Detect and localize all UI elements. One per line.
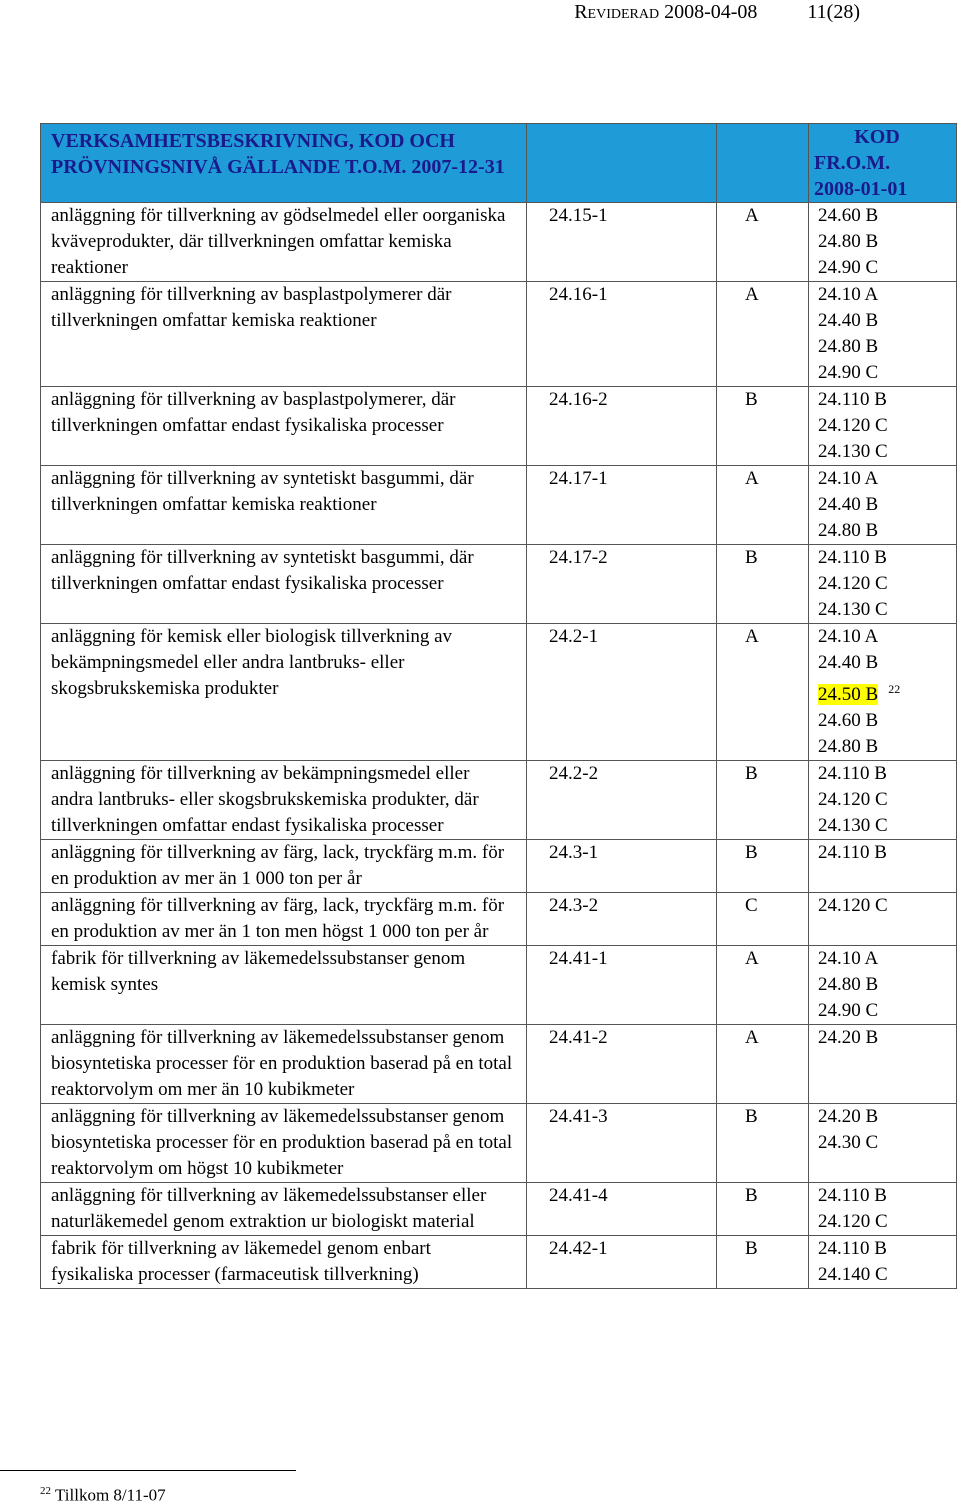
header-description: VERKSAMHETSBESKRIVNING, KOD OCH PRÖVNINGSNIVÅ GÄLLANDE T.O.M. 2007-12-31	[41, 124, 527, 203]
new-code-text: 24.60 B	[818, 710, 879, 732]
old-code: 24.17-1	[527, 466, 717, 545]
activity-description: anläggning för tillverkning av läkemedelssubstanser genom biosyntetiska processer för en produktion baserad på en total reaktorvolym om mer än 10 kubikmeter	[41, 1025, 527, 1104]
review-level: A	[717, 624, 809, 761]
new-codes	[809, 466, 957, 545]
new-codes	[809, 387, 957, 466]
new-code-item	[818, 1104, 956, 1130]
new-code-item	[818, 413, 956, 439]
new-code-item	[818, 813, 956, 839]
table-body	[41, 203, 957, 1289]
new-code-item	[818, 518, 956, 544]
header-old-code	[527, 124, 717, 203]
new-codes	[809, 761, 957, 840]
new-code-item	[818, 334, 956, 360]
revised-label: Reviderad	[574, 1, 660, 23]
new-code-item	[818, 203, 956, 229]
new-codes	[809, 545, 957, 624]
footnote-separator	[0, 1470, 296, 1471]
new-code-text: 24.120 C	[818, 789, 888, 811]
new-code-item	[818, 787, 956, 813]
new-code-text: 24.90 C	[818, 362, 879, 383]
new-code-item	[818, 998, 956, 1024]
activity-description: anläggning för tillverkning av gödselmedel eller oorganiska kväveprodukter, där tillverkningen omfattar kemiska reaktioner	[41, 203, 527, 282]
table-header-row	[41, 124, 957, 203]
table-row	[41, 761, 957, 840]
new-code-text: 24.140 C	[818, 1264, 888, 1286]
activity-code-table	[40, 123, 956, 1289]
review-level: B	[717, 545, 809, 624]
new-code-text-highlighted: 24.50 B	[818, 684, 879, 706]
new-code-item	[818, 282, 956, 308]
new-code-item	[818, 893, 956, 919]
table-row	[41, 545, 957, 624]
activity-description: anläggning för tillverkning av basplastpolymerer, där tillverkningen omfattar endast fysikaliska processer	[41, 387, 527, 466]
footnote	[40, 1480, 166, 1507]
footnote-number: 22	[40, 1485, 51, 1497]
new-code-text: 24.60 B	[818, 205, 879, 226]
old-code: 24.16-1	[527, 282, 717, 387]
new-code-text: 24.110 B	[818, 547, 887, 568]
table-row	[41, 946, 957, 1025]
new-code-text: 24.120 C	[818, 415, 888, 436]
new-code-text: 24.110 B	[818, 389, 887, 410]
new-code-item	[818, 387, 956, 413]
new-code-text: 24.10 A	[818, 468, 879, 489]
new-code-text: 24.80 B	[818, 736, 879, 758]
new-code-text: 24.80 B	[818, 336, 879, 357]
old-code: 24.3-1	[527, 840, 717, 893]
new-codes	[809, 840, 957, 893]
table-row	[41, 624, 957, 761]
new-code-item	[818, 840, 956, 866]
review-level: B	[717, 1183, 809, 1236]
new-code-text: 24.120 C	[818, 895, 888, 917]
activity-description: fabrik för tillverkning av läkemedel genom enbart fysikaliska processer (farmaceutisk tillverkning)	[41, 1236, 527, 1289]
activity-description: anläggning för tillverkning av syntetiskt basgummi, där tillverkningen omfattar kemiska reaktioner	[41, 466, 527, 545]
new-code-item	[818, 229, 956, 255]
table-row	[41, 466, 957, 545]
review-level: A	[717, 1025, 809, 1104]
new-code-text: 24.80 B	[818, 231, 879, 252]
header-new-code-line2: FR.O.M.	[814, 152, 891, 174]
old-code: 24.41-3	[527, 1104, 717, 1183]
new-code-text: 24.110 B	[818, 1185, 887, 1207]
new-code-item	[818, 676, 956, 708]
new-code-item	[818, 1130, 956, 1156]
new-code-item	[818, 1183, 956, 1209]
table-row	[41, 840, 957, 893]
table-row	[41, 893, 957, 946]
new-codes	[809, 624, 957, 761]
table-row	[41, 387, 957, 466]
new-code-item	[818, 650, 956, 676]
old-code: 24.41-1	[527, 946, 717, 1025]
new-code-text: 24.130 C	[818, 441, 888, 462]
activity-description: fabrik för tillverkning av läkemedelssubstanser genom kemisk syntes	[41, 946, 527, 1025]
new-code-text: 24.10 A	[818, 284, 879, 305]
new-code-text: 24.20 B	[818, 1027, 879, 1049]
old-code: 24.2-2	[527, 761, 717, 840]
new-code-item	[818, 734, 956, 760]
new-code-text: 24.80 B	[818, 974, 879, 996]
table-row	[41, 282, 957, 387]
new-code-text: 24.40 B	[818, 652, 879, 673]
new-code-text: 24.110 B	[818, 1238, 887, 1260]
table-row	[41, 1236, 957, 1289]
old-code: 24.15-1	[527, 203, 717, 282]
new-code-item	[818, 545, 956, 571]
activity-description: anläggning för tillverkning av syntetiskt basgummi, där tillverkningen omfattar endast fysikaliska processer	[41, 545, 527, 624]
new-codes	[809, 1025, 957, 1104]
new-code-text: 24.20 B	[818, 1106, 879, 1128]
review-level: B	[717, 1236, 809, 1289]
new-code-item	[818, 972, 956, 998]
table-row	[41, 203, 957, 282]
new-code-text: 24.120 C	[818, 1211, 888, 1233]
new-code-item	[818, 255, 956, 281]
new-code-item	[818, 761, 956, 787]
new-code-text: 24.110 B	[818, 842, 887, 864]
new-code-item	[818, 1236, 956, 1262]
new-codes	[809, 203, 957, 282]
new-code-item	[818, 571, 956, 597]
activity-description: anläggning för tillverkning av basplastpolymerer där tillverkningen omfattar kemiska reaktioner	[41, 282, 527, 387]
new-code-item	[818, 466, 956, 492]
new-code-item	[818, 439, 956, 465]
new-codes	[809, 1183, 957, 1236]
review-level: A	[717, 282, 809, 387]
new-code-text: 24.80 B	[818, 520, 879, 541]
review-level: B	[717, 840, 809, 893]
new-codes	[809, 1104, 957, 1183]
footnote-reference[interactable]: 22	[888, 682, 901, 696]
page-header	[574, 0, 860, 24]
table-row	[41, 1183, 957, 1236]
table-row	[41, 1025, 957, 1104]
new-code-item	[818, 1025, 956, 1051]
footnote-text: Tillkom 8/11-07	[55, 1485, 166, 1505]
new-code-text: 24.120 C	[818, 573, 888, 594]
header-new-code	[809, 124, 957, 203]
new-code-item	[818, 492, 956, 518]
review-level: B	[717, 1104, 809, 1183]
old-code: 24.2-1	[527, 624, 717, 761]
new-code-item	[818, 624, 956, 650]
old-code: 24.3-2	[527, 893, 717, 946]
new-code-text: 24.40 B	[818, 310, 879, 331]
new-code-text: 24.90 C	[818, 1000, 879, 1022]
new-code-item	[818, 1262, 956, 1288]
review-level: C	[717, 893, 809, 946]
new-code-item	[818, 597, 956, 623]
new-code-text: 24.30 C	[818, 1132, 879, 1154]
new-code-text: 24.10 A	[818, 948, 879, 970]
new-code-item	[818, 360, 956, 386]
new-codes	[809, 282, 957, 387]
header-new-code-line3: 2008-01-01	[814, 178, 908, 200]
activity-description: anläggning för kemisk eller biologisk tillverkning av bekämpningsmedel eller andra lantbruks- eller skogsbrukskemiska produkter	[41, 624, 527, 761]
new-code-item	[818, 1209, 956, 1235]
new-code-item	[818, 308, 956, 334]
old-code: 24.17-2	[527, 545, 717, 624]
old-code: 24.16-2	[527, 387, 717, 466]
new-code-text: 24.130 C	[818, 599, 888, 620]
new-code-text: 24.90 C	[818, 257, 879, 278]
activity-description: anläggning för tillverkning av läkemedelssubstanser genom biosyntetiska processer för en produktion baserad på en total reaktorvolym om högst 10 kubikmeter	[41, 1104, 527, 1183]
new-code-text: 24.10 A	[818, 626, 879, 647]
review-level: A	[717, 466, 809, 545]
old-code: 24.41-2	[527, 1025, 717, 1104]
old-code: 24.41-4	[527, 1183, 717, 1236]
page-number: 11(28)	[807, 1, 860, 23]
old-code: 24.42-1	[527, 1236, 717, 1289]
activity-description: anläggning för tillverkning av läkemedelssubstanser eller naturläkemedel genom extraktion ur biologiskt material	[41, 1183, 527, 1236]
new-code-text: 24.40 B	[818, 494, 879, 515]
activity-description: anläggning för tillverkning av färg, lack, tryckfärg m.m. för en produktion av mer än 1 000 ton per år	[41, 840, 527, 893]
new-codes	[809, 946, 957, 1025]
new-codes	[809, 1236, 957, 1289]
revision-date: 2008-04-08	[664, 1, 758, 23]
activity-description: anläggning för tillverkning av färg, lack, tryckfärg m.m. för en produktion av mer än 1 ton men högst 1 000 ton per år	[41, 893, 527, 946]
new-codes	[809, 893, 957, 946]
review-level: A	[717, 203, 809, 282]
table-row	[41, 1104, 957, 1183]
header-level	[717, 124, 809, 203]
new-code-text: 24.130 C	[818, 815, 888, 837]
review-level: A	[717, 946, 809, 1025]
review-level: B	[717, 387, 809, 466]
new-code-item	[818, 708, 956, 734]
header-new-code-line1: KOD	[854, 126, 900, 148]
new-code-text: 24.110 B	[818, 763, 887, 785]
new-code-item	[818, 946, 956, 972]
review-level: B	[717, 761, 809, 840]
activity-description: anläggning för tillverkning av bekämpningsmedel eller andra lantbruks- eller skogsbrukskemiska produkter, där tillverkningen omfattar endast fysikaliska processer	[41, 761, 527, 840]
